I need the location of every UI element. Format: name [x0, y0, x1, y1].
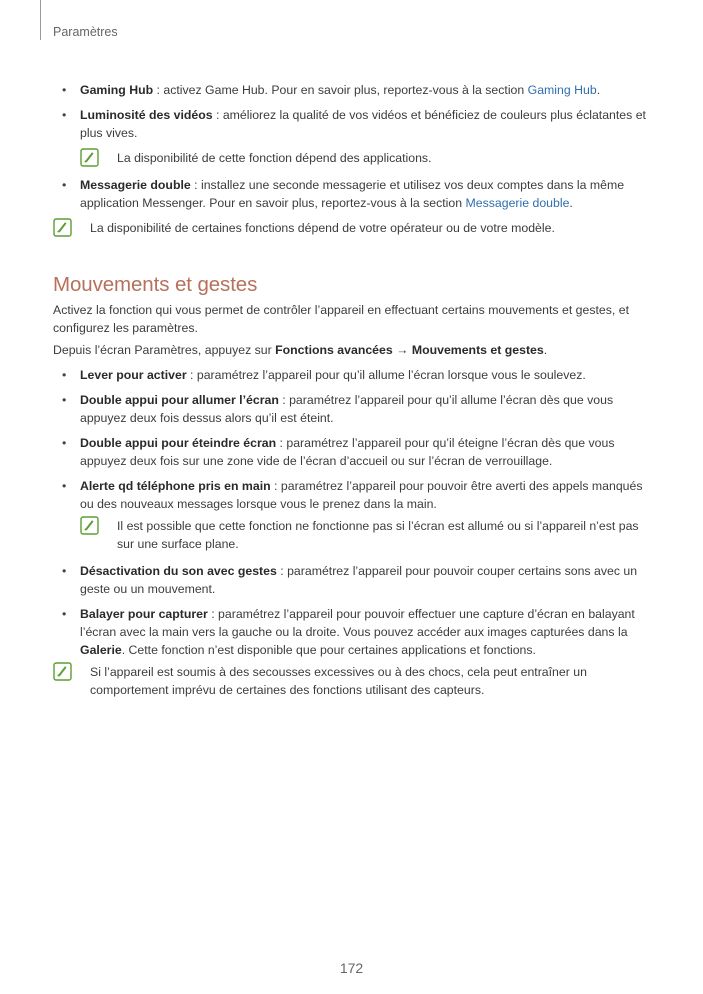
- gaming-hub-link[interactable]: Gaming Hub: [527, 83, 597, 97]
- page-number: 172: [339, 960, 364, 976]
- note-flat-surface: Il est possible que cette fonction ne fonctionne pas si l’écran est allumé ou si l’appareil n’est pas sur une surface plane.: [53, 517, 653, 553]
- list-item-double-tap-off: • Double appui pour éteindre écran : paramétrez l’appareil pour qu’il éteigne l’écran dès que vous appuyez deux fois sur une zone vide de l’écran d’accueil ou sur l’écran de verrouillage.: [53, 434, 653, 470]
- list-item-lift-to-wake: • Lever pour activer : paramétrez l’appareil pour qu’il allume l’écran lorsque vous le soulevez.: [53, 366, 653, 384]
- note-apps-availability: La disponibilité de cette fonction dépend des applications.: [53, 149, 653, 167]
- note-operator-availability: La disponibilité de certaines fonctions dépend de votre opérateur ou de votre modèle.: [53, 219, 653, 237]
- header-rule: [40, 0, 41, 40]
- navigation-path: Depuis l’écran Paramètres, appuyez sur Fonctions avancées → Mouvements et gestes.: [53, 343, 548, 357]
- note-icon: [53, 662, 72, 681]
- note-icon: [80, 148, 99, 167]
- note-icon: [53, 218, 72, 237]
- motions-section: [53, 273, 653, 708]
- list-item-gaming-hub: • Gaming Hub : activez Game Hub. Pour en savoir plus, reportez-vous à la section Gaming Hub.: [53, 81, 653, 99]
- section-title: Mouvements et gestes: [53, 273, 258, 296]
- note-sensor-shock: Si l’appareil est soumis à des secousses excessives ou à des chocs, cela peut entraîner un comportement imprévu de certaines des fonctions utilisant des capteurs.: [53, 663, 653, 699]
- top-section: [53, 81, 653, 246]
- list-item-mute-gestures: • Désactivation du son avec gestes : paramétrez l’appareil pour pouvoir couper certains sons avec un geste ou un mouvement.: [53, 562, 653, 598]
- section-intro: Activez la fonction qui vous permet de contrôler l’appareil en effectuant certains mouvements et gestes, et configurez les paramètres.: [53, 303, 629, 335]
- page-header-title: Paramètres: [53, 25, 118, 39]
- note-icon: [80, 516, 99, 535]
- list-item-palm-swipe: • Balayer pour capturer : paramétrez l’appareil pour pouvoir effectuer une capture d’écran en balayant l’écran avec la main vers la gauche ou la droite. Vous pouvez accéder aux images capturées dans la Galerie. Cette fonction n’est disponible que pour certaines applications et fonctions.: [53, 605, 653, 659]
- list-item-double-tap-on: • Double appui pour allumer l’écran : paramétrez l’appareil pour qu’il allume l’écran dès que vous appuyez deux fois dessus alors qu’il est éteint.: [53, 391, 653, 427]
- list-item-dual-messenger: • Messagerie double : installez une seconde messagerie et utilisez vos deux comptes dans la même application Messenger. Pour en savoir plus, reportez-vous à la section Messagerie double.: [53, 176, 653, 212]
- list-item-pickup-alert: • Alerte qd téléphone pris en main : paramétrez l’appareil pour pouvoir être averti des appels manqués ou des nouveaux messages lorsque vous le prenez dans la main.: [53, 477, 653, 513]
- dual-messenger-link[interactable]: Messagerie double: [465, 196, 570, 210]
- list-item-video-brightness: • Luminosité des vidéos : améliorez la qualité de vos vidéos et bénéficiez de couleurs plus éclatantes et plus vives.: [53, 106, 653, 142]
